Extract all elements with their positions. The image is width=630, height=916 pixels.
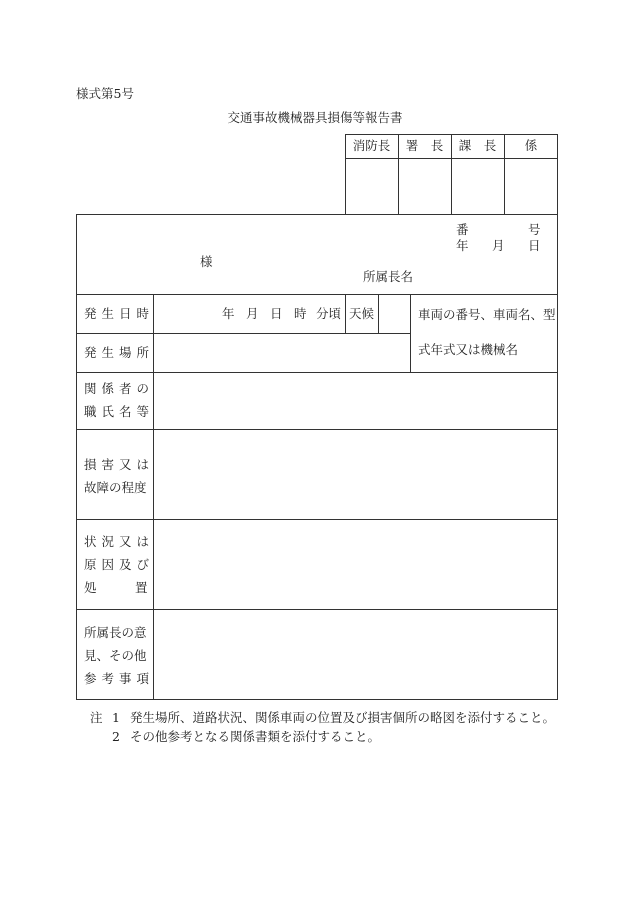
stamp-cell-station[interactable] [399, 159, 451, 214]
row-label-situation-2: 原因及び [84, 557, 155, 572]
row-label-situation-1: 状況又は [84, 534, 155, 549]
number-suffix: 号 [528, 222, 541, 237]
note-1-text: 発生場所、道路状況、関係車両の位置及び損害個所の略図を添付すること。 [130, 710, 556, 725]
stamp-cell-section[interactable] [452, 159, 504, 214]
stamp-cell-chief[interactable] [346, 159, 398, 214]
row-label-damage-2: 故障の程度 [84, 480, 147, 495]
weather-label: 天候 [349, 306, 375, 321]
date-hour: 時 [294, 306, 307, 321]
row-label-opinion-2: 見、その他 [84, 648, 147, 663]
approval-header-station: 署 長 [405, 138, 444, 153]
situation-field[interactable] [154, 520, 557, 609]
vehicle-label-line1: 車両の番号、車両名、型 [418, 307, 556, 322]
note-2-number: 2 [112, 729, 120, 744]
chief-name-label: 所属長名 [363, 269, 414, 284]
row-label-damage-1: 損害又は [84, 457, 155, 472]
row-label-situation-3: 処 置 [84, 580, 161, 595]
approval-header-section: 課 長 [458, 138, 497, 153]
opinion-field[interactable] [154, 610, 557, 699]
year-label: 年 [456, 238, 469, 253]
damage-field[interactable] [154, 430, 557, 519]
row-label-place: 発生場所 [84, 345, 155, 360]
row-label-date-text: 発生日時 [84, 306, 155, 321]
row-label-opinion-3: 参考事項 [84, 671, 155, 686]
note-2-text: その他参考となる関係書類を添付すること。 [130, 729, 381, 744]
day-label: 日 [528, 238, 541, 253]
notes-prefix: 注 [90, 710, 103, 725]
form-number: 様式第5号 [76, 86, 134, 101]
number-label: 番 [456, 222, 469, 237]
approval-header-staff: 係 [524, 138, 538, 153]
row-label-persons-2: 職氏名等 [84, 404, 155, 419]
row-label-persons-1: 関係者の [84, 381, 155, 396]
place-field[interactable] [154, 334, 410, 372]
month-label: 月 [492, 238, 505, 253]
date-minute: 分頃 [316, 306, 342, 321]
date-year: 年 [222, 306, 235, 321]
form-title: 交通事故機械器具損傷等報告書 [227, 110, 403, 125]
date-day: 日 [270, 306, 283, 321]
row-label-date [84, 306, 155, 321]
row-label-opinion-1: 所属長の意 [84, 625, 147, 640]
note-1-number: 1 [112, 710, 120, 725]
approval-header-chief: 消防長 [352, 138, 391, 153]
stamp-cell-staff[interactable] [505, 159, 557, 214]
persons-field[interactable] [154, 373, 557, 429]
weather-field[interactable] [379, 295, 410, 333]
addressee-sama: 様 [200, 254, 213, 269]
date-month: 月 [246, 306, 259, 321]
vehicle-label-line2: 式年式又は機械名 [418, 342, 519, 357]
